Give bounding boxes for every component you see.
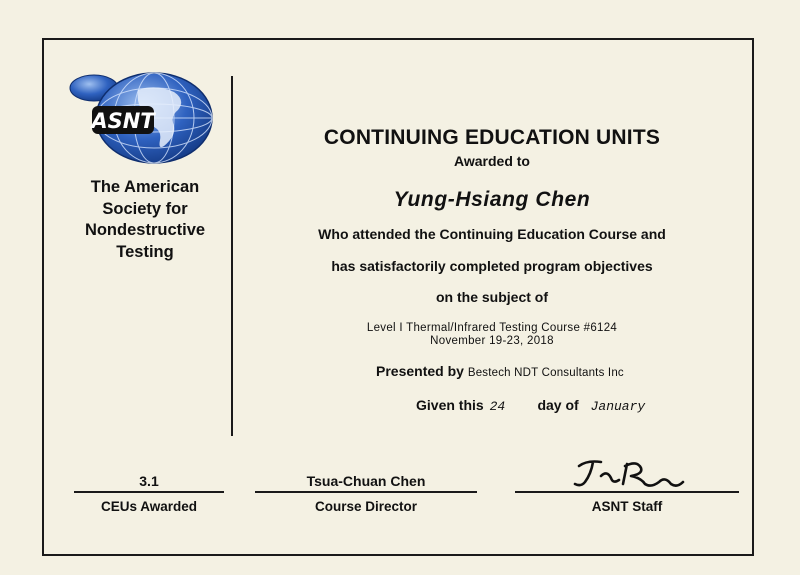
presented-by-value: Bestech NDT Consultants Inc [467,367,624,379]
handwritten-signature [567,456,687,491]
course-director-block [255,473,477,514]
recipient-name: Yung-Hsiang Chen [393,188,591,211]
presented-by-label: Presented by [376,363,464,379]
society-name-line: The American [90,178,200,196]
certificate-title: CONTINUING EDUCATION UNITS [323,126,661,149]
society-name-line: Society for [102,199,188,218]
society-name-line: Nondestructive [84,221,206,239]
awarded-to-label: Awarded to [454,153,530,169]
director-label: Course Director [314,499,418,514]
logo-text: ASNT [91,109,155,133]
ceus-label: CEUs Awarded [100,499,198,514]
body-line-2: has satisfactorily completed program objectives [331,258,653,274]
presented-by [376,363,624,379]
ceus-block [74,473,224,514]
staff-label: ASNT Staff [591,499,663,514]
signature-line [74,491,224,493]
body-line-1: Who attended the Continuing Education Course and [318,226,666,242]
society-name [60,177,230,263]
day-of-label: day of [537,397,579,413]
staff-signature-area [515,456,739,491]
course-name: Level I Thermal/Infrared Testing Course #6124 [366,322,618,334]
given-date [416,397,645,414]
signature-line [255,491,477,493]
asnt-staff-block [515,456,739,514]
asnt-globe-logo [66,70,216,166]
given-label: Given this [416,397,484,413]
ceus-value: 3.1 [139,473,159,489]
body-line-3: on the subject of [436,289,548,305]
signature-line [515,491,739,493]
director-name: Tsua-Chuan Chen [306,473,426,489]
vertical-divider [231,76,233,436]
course-details [250,322,734,348]
given-month: January [590,399,646,414]
course-dates: November 19-23, 2018 [430,335,554,347]
society-name-line: Testing [116,242,174,261]
given-day: 24 [489,399,506,414]
